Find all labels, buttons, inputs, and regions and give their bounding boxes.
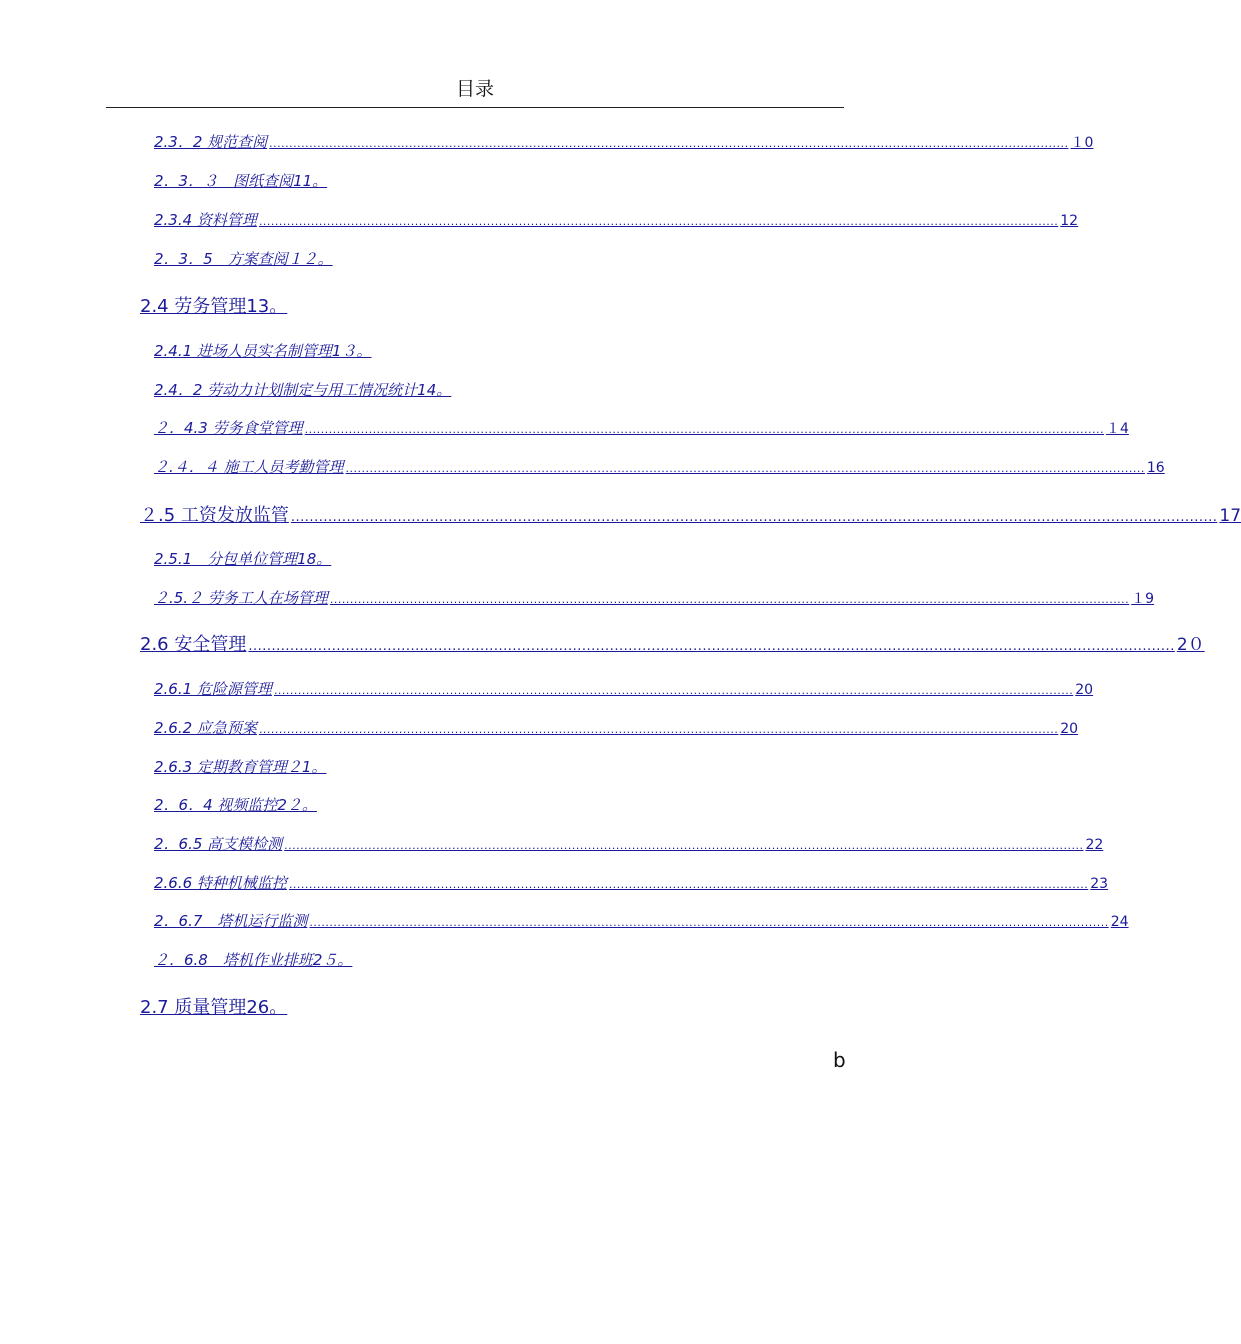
page-footer-mark: b bbox=[833, 1048, 846, 1072]
toc-entry-label: 2.6 安全管理 bbox=[140, 634, 247, 655]
toc-entry-label: ２.5.２ 劳务工人在场管理 bbox=[154, 589, 328, 607]
toc-entry-label: 2．3．5 方案查阅１２。 bbox=[154, 250, 333, 268]
toc-page-number: 2０ bbox=[1176, 635, 1205, 655]
toc-entry-label: ２.４．４ 施工人员考勤管理 bbox=[154, 458, 344, 476]
toc-entry-label: 2.3.4 资料管理 bbox=[154, 211, 257, 229]
toc-entry-2-6-2[interactable] bbox=[154, 717, 1079, 738]
toc-entry-2-5[interactable] bbox=[140, 501, 1241, 527]
dot-leader: ........................................................................................................................................................................................................ bbox=[269, 137, 1069, 150]
toc-entry-label: 2.7 质量管理26。 bbox=[140, 997, 288, 1018]
toc-page-number: 20 bbox=[1075, 682, 1094, 698]
header-divider bbox=[106, 107, 844, 108]
toc-page-number: 20 bbox=[1060, 721, 1079, 737]
toc-page-number: １4 bbox=[1105, 421, 1129, 437]
toc-entry-label: 2.4．2 劳动力计划制定与用工情况统计14。 bbox=[154, 381, 452, 399]
toc-entry-2-4-3[interactable] bbox=[154, 417, 1129, 438]
toc-entry-2-4-2[interactable] bbox=[154, 379, 451, 400]
toc-entry-2-4-1[interactable] bbox=[154, 340, 371, 361]
toc-entry-label: ２．4.3 劳务食堂管理 bbox=[154, 419, 303, 437]
toc-entry-label: 2.6.2 应急预案 bbox=[154, 719, 257, 737]
toc-entry-2-6[interactable] bbox=[140, 630, 1205, 656]
toc-page-number: 24 bbox=[1110, 914, 1129, 930]
toc-entry-2-6-3[interactable] bbox=[154, 756, 326, 777]
toc-entry-2-6-8[interactable] bbox=[154, 949, 352, 970]
dot-leader: ........................................................................................................................................................................................................ bbox=[284, 839, 1084, 852]
dot-leader: ........................................................................................................................................................................................................ bbox=[309, 916, 1109, 929]
toc-page-number: 12 bbox=[1060, 213, 1079, 229]
toc-entry-label: 2．6.7 塔机运行监测 bbox=[154, 912, 308, 930]
toc-entry-label: 2.3．2 规范查阅 bbox=[154, 133, 268, 151]
toc-entry-2-3-4[interactable] bbox=[154, 209, 1079, 230]
toc-entry-2-7[interactable] bbox=[140, 993, 287, 1019]
toc-entry-label: 2.4.1 进场人员实名制管理1３。 bbox=[154, 342, 372, 360]
dot-leader: ........................................................................................................................................................................................................ bbox=[288, 878, 1089, 891]
toc-entry-2-6-7[interactable] bbox=[154, 910, 1129, 931]
toc-entry-label: 2.6.3 定期教育管理２1。 bbox=[154, 758, 327, 776]
toc-entry-label: ２.5 工资发放监管 bbox=[140, 505, 289, 526]
toc-page-number: １9 bbox=[1131, 591, 1155, 607]
dot-leader: ........................................................................................................................................................................................................ bbox=[273, 684, 1074, 697]
dot-leader: ........................................................................................................................................................................................................ bbox=[248, 639, 1175, 654]
toc-entry-label: 2．6.5 高支模检测 bbox=[154, 835, 283, 853]
toc-entry-2-3-3[interactable] bbox=[154, 170, 327, 191]
dot-leader: ........................................................................................................................................................................................................ bbox=[258, 723, 1059, 736]
toc-entry-label: 2.5.1 分包单位管理18。 bbox=[154, 550, 332, 568]
toc-entry-2-3-2[interactable] bbox=[154, 131, 1094, 152]
toc-entry-2-6-4[interactable] bbox=[154, 794, 317, 815]
toc-entry-2-5-2[interactable] bbox=[154, 587, 1155, 608]
toc-page-number: 17 bbox=[1219, 506, 1241, 526]
page-title: 目录 bbox=[455, 78, 494, 100]
toc-entry-label: 2.4 劳务管理13。 bbox=[140, 296, 288, 317]
toc-entry-2-5-1[interactable] bbox=[154, 548, 331, 569]
dot-leader: ........................................................................................................................................................................................................ bbox=[304, 423, 1104, 436]
toc-entry-2-6-1[interactable] bbox=[154, 678, 1094, 699]
toc-entry-label: 2．6．4 视频监控2２。 bbox=[154, 796, 317, 814]
toc-entry-2-3-5[interactable] bbox=[154, 248, 333, 269]
dot-leader: ........................................................................................................................................................................................................ bbox=[329, 593, 1130, 606]
toc-page-number: 23 bbox=[1090, 876, 1109, 892]
toc-entry-2-6-6[interactable] bbox=[154, 872, 1109, 893]
toc-entry-2-6-5[interactable] bbox=[154, 833, 1104, 854]
toc-entry-label: ２．6.8 塔机作业排班2５。 bbox=[154, 951, 353, 969]
dot-leader: ........................................................................................................................................................................................................ bbox=[258, 215, 1059, 228]
dot-leader: ........................................................................................................................................................................................................ bbox=[290, 510, 1218, 525]
toc-entry-label: 2.6.6 特种机械监控 bbox=[154, 874, 287, 892]
dot-leader: ........................................................................................................................................................................................................ bbox=[345, 462, 1145, 475]
toc-entry-label: 2．3．３ 图纸查阅11。 bbox=[154, 172, 328, 190]
toc-entry-2-4-4[interactable] bbox=[154, 456, 1165, 477]
toc-entry-label: 2.6.1 危险源管理 bbox=[154, 680, 272, 698]
toc-page-number: 22 bbox=[1085, 837, 1104, 853]
toc-entry-2-4[interactable] bbox=[140, 292, 287, 318]
toc-page-number: 16 bbox=[1146, 460, 1165, 476]
toc-page-number: １0 bbox=[1070, 135, 1094, 151]
